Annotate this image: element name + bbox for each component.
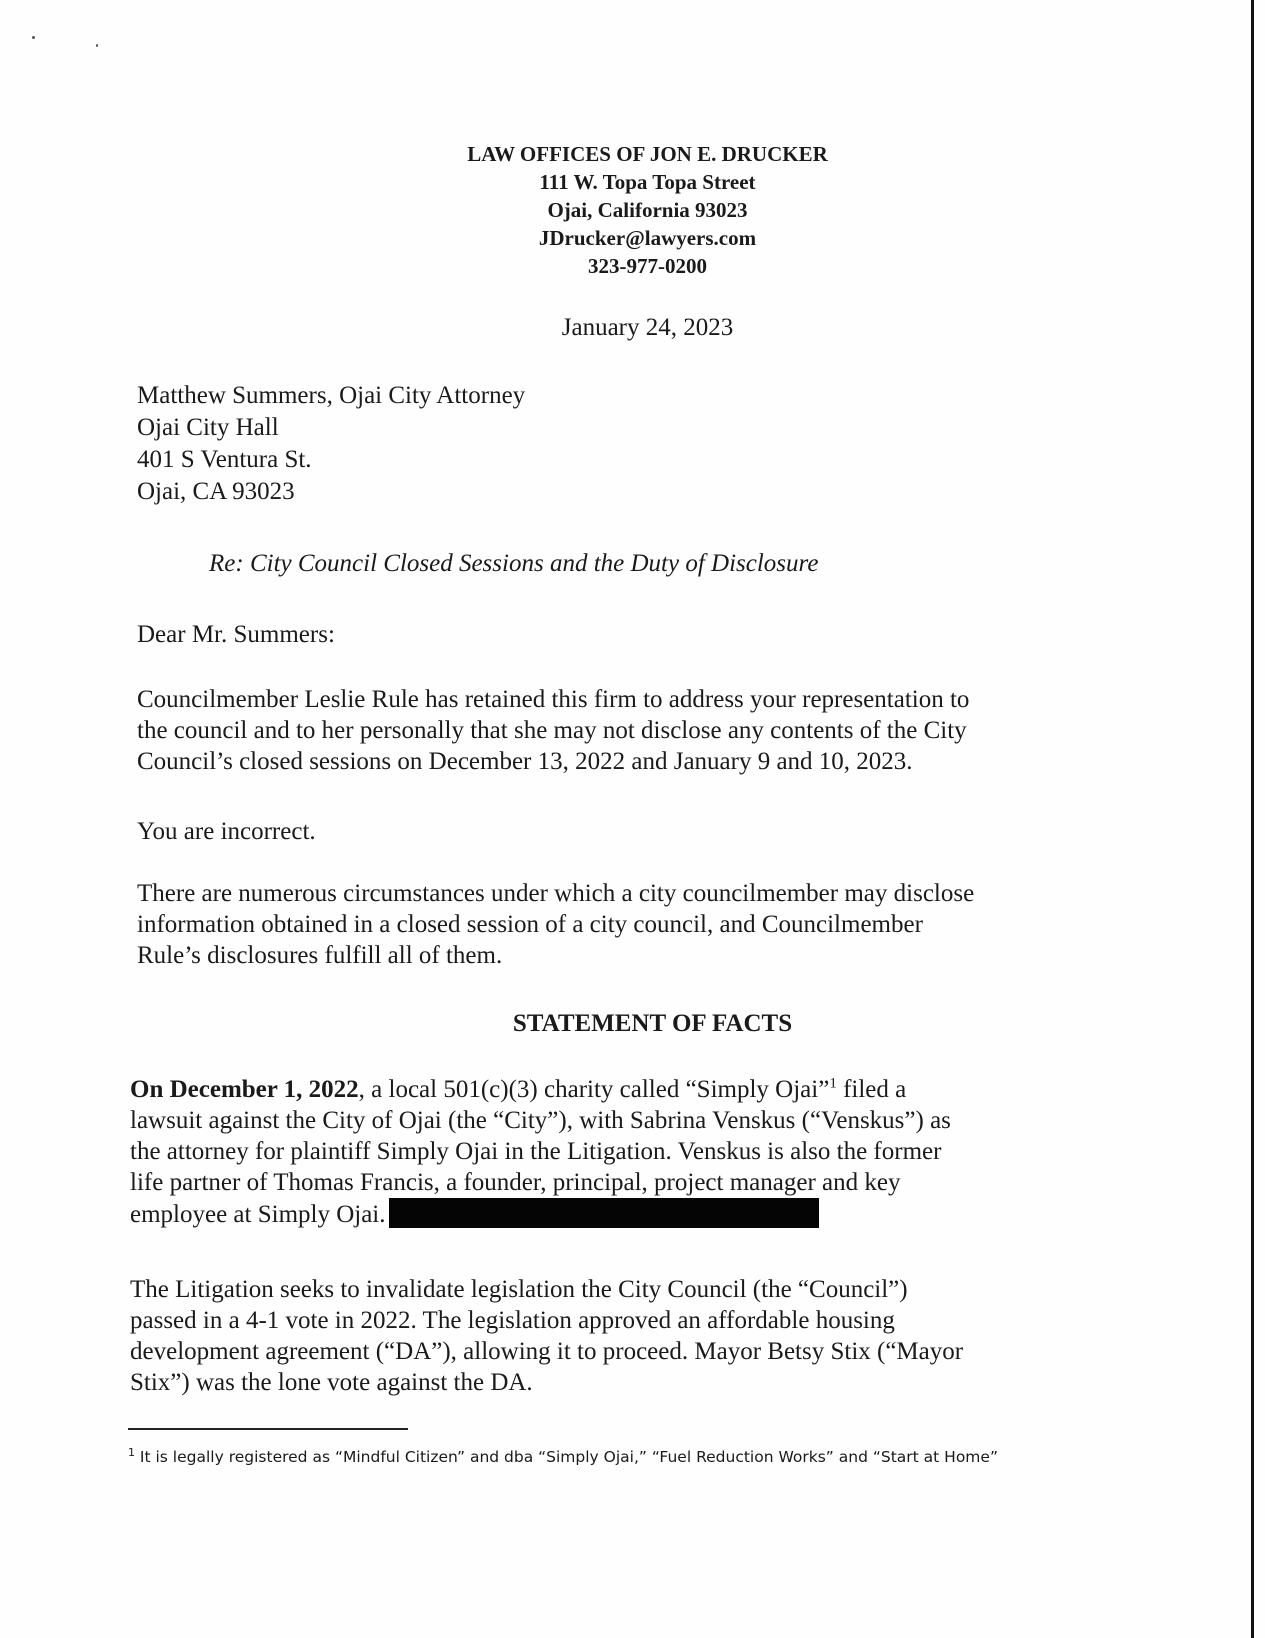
letterhead	[0, 140, 1265, 280]
paragraph-retention	[137, 684, 1137, 777]
paragraph-line: information obtained in a closed session of a city council, and Councilmember	[137, 911, 923, 938]
firm-email: JDrucker@lawyers.com	[538, 226, 757, 250]
paragraph-facts-litigation	[130, 1274, 1130, 1398]
recipient-line: Matthew Summers, Ojai City Attorney	[137, 382, 526, 409]
recipient-line: 401 S Ventura St.	[137, 446, 312, 473]
letter-date: January 24, 2023	[561, 314, 734, 341]
paragraph-line: There are numerous circumstances under which a city councilmember may disclose	[137, 880, 975, 907]
firm-name: LAW OFFICES OF JON E. DRUCKER	[467, 142, 828, 166]
paragraph-text: filed a	[836, 1076, 907, 1103]
recipient-address	[137, 380, 525, 508]
paragraph-line: development agreement (“DA”), allowing it to proceed. Mayor Betsy Stix (“Mayor	[130, 1338, 964, 1365]
paragraph-line	[130, 1074, 1130, 1105]
paragraph-circumstances	[137, 878, 1137, 971]
paragraph-line: the council and to her personally that she may not disclose any contents of the City	[137, 717, 967, 744]
footnote	[128, 1445, 998, 1466]
subject-line: Re: City Council Closed Sessions and the Duty of Disclosure	[209, 550, 819, 577]
firm-street: 111 W. Topa Topa Street	[539, 170, 756, 194]
footnote-divider	[128, 1428, 408, 1430]
footnote-text: It is legally registered as “Mindful Citizen” and dba “Simply Ojai,” “Fuel Reduction Works” and “Start at Home”	[135, 1448, 998, 1466]
footnote-marker: 1	[128, 1445, 135, 1459]
paragraph-incorrect	[137, 816, 1137, 847]
scan-speck	[96, 44, 98, 47]
paragraph-line	[130, 1198, 1130, 1230]
paragraph-line: Rule’s disclosures fulfill all of them.	[137, 942, 503, 969]
redaction-block	[389, 1198, 819, 1228]
scan-speck	[32, 36, 35, 39]
salutation: Dear Mr. Summers:	[137, 621, 335, 648]
paragraph-facts-lawsuit	[130, 1074, 1130, 1230]
firm-city: Ojai, California 93023	[547, 198, 748, 222]
paragraph-line: life partner of Thomas Francis, a founder, principal, project manager and key	[130, 1169, 901, 1196]
recipient-line: Ojai, CA 93023	[137, 478, 295, 505]
section-heading: STATEMENT OF FACTS	[512, 1010, 793, 1037]
paragraph-line: Stix”) was the lone vote against the DA.	[130, 1369, 533, 1396]
recipient-line: Ojai City Hall	[137, 414, 279, 441]
date-emphasis: On December 1, 2022	[130, 1076, 359, 1103]
paragraph-line: Council’s closed sessions on December 13, 2022 and January 9 and 10, 2023.	[137, 748, 913, 775]
firm-phone: 323-977-0200	[588, 254, 707, 278]
footnote-ref: 1	[829, 1075, 837, 1092]
paragraph-line: the attorney for plaintiff Simply Ojai in the Litigation. Venskus is also the former	[130, 1138, 942, 1165]
paragraph-text: employee at Simply Ojai.	[130, 1201, 386, 1228]
paragraph-line: You are incorrect.	[137, 818, 316, 845]
paragraph-text: , a local 501(c)(3) charity called “Simply Ojai”	[358, 1076, 830, 1103]
paragraph-line: Councilmember Leslie Rule has retained this firm to address your representation to	[137, 686, 970, 713]
paragraph-line: The Litigation seeks to invalidate legislation the City Council (the “Council”)	[130, 1276, 908, 1303]
paragraph-line: passed in a 4-1 vote in 2022. The legislation approved an affordable housing	[130, 1307, 895, 1334]
paragraph-line: lawsuit against the City of Ojai (the “City”), with Sabrina Venskus (“Venskus”) as	[130, 1107, 951, 1134]
